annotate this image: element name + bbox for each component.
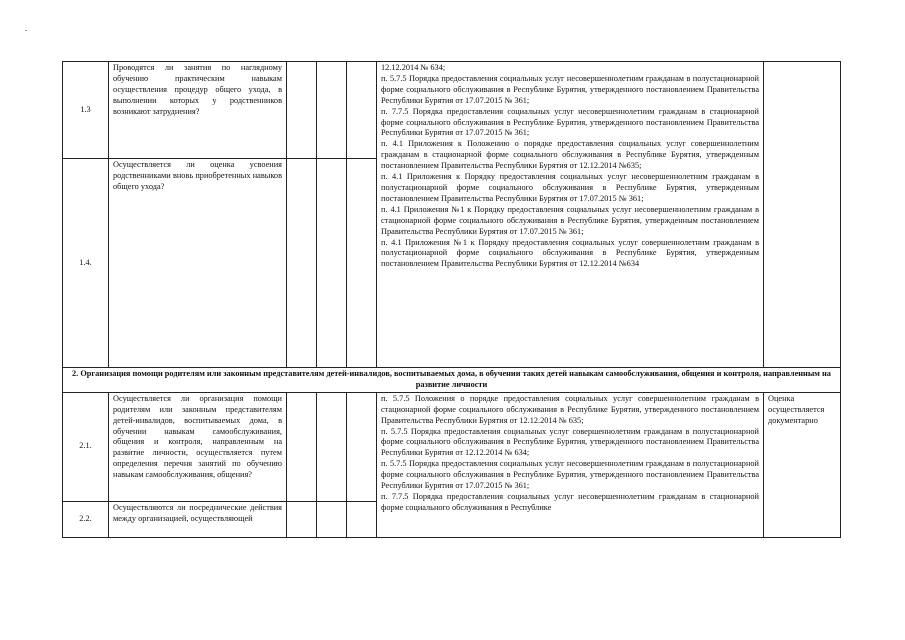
reference-text: п. 4.1 Приложения к Положению о порядке предоставления социальных услуг совершеннолетним гражданам в стационарной форме социального обслуживания в Республике Бурятия, утвержденным постановлением Правительства Республики Бурятия от 12.12.2014 №635; — [381, 139, 759, 171]
answer-no-cell — [317, 62, 347, 159]
answer-no-cell — [317, 392, 347, 501]
row-number: 1.4. — [63, 159, 109, 368]
reference-text: п. 4.1 Приложения №1 к Порядку предоставления социальных услуг несовершеннолетним гражданам в стационарной форме социального обслуживания в Республике Бурятия, утвержденным постановлением Правительства Республики Бурятия от 17.07.2015 № 361; — [381, 204, 759, 236]
answer-no-cell — [317, 159, 347, 368]
question-cell: Осуществляется ли организация помощи родителям или законным представителям детей-инвалидов, воспитываемых дома, в обучении навыкам самообслуживания, общения и контроля, направленным на развитие личности, осуществляется путем определения перечня занятий по обучению навыкам самообслуживания, общения? — [109, 392, 287, 501]
row-number: 1.3 — [63, 62, 109, 159]
question-cell: Проводятся ли занятия по наглядному обучению практическим навыкам осуществления процедур общего ухода, в выполнении которых у родственников возникают затруднения? — [109, 62, 287, 159]
reference-text: п. 4.1 Приложения №1 к Порядку предоставления социальных услуг совершеннолетним гражданам в полустационарной форме социального обслуживания в Республике Бурятия, утвержденным постановлением Правительства Республики Бурятия от 12.12.2014 №634 — [381, 237, 759, 269]
note-cell — [764, 62, 841, 368]
table-row-1-3 — [63, 62, 841, 159]
answer-yes-cell — [287, 392, 317, 501]
answer-na-cell — [347, 392, 377, 501]
table-row-2-1 — [63, 392, 841, 501]
reference-text: п. 4.1 Приложения к Порядку предоставления социальных услуг несовершеннолетним гражданам в полустационарной форме социального обслуживания в Республике Бурятия, утвержденным постановлением Правительства Республики Бурятия от 17.07.2015 № 361; — [381, 172, 759, 203]
note-cell: Оценка осуществляется документарно — [764, 392, 841, 537]
checklist-table — [62, 61, 841, 538]
reference-text: п. 5.7.5 Порядка предоставления социальных услуг несовершеннолетним гражданам в полустационарной форме социального обслуживания в Республике Бурятия, утвержденного постановлением Правительства Республики Бурятия от 17.07.2015 № 361; — [381, 459, 759, 491]
question-cell: Осуществляется ли оценка усвоения родственниками вновь приобретенных навыков общего ухода? — [109, 159, 287, 368]
section-2-title: 2. Организация помощи родителям или законным представителям детей-инвалидов, воспитываемых дома, в обучении таких детей навыкам самообслуживания, общения и контроля, направленным на развитие личности — [63, 368, 841, 393]
answer-yes-cell — [287, 62, 317, 159]
row-number: 2.2. — [63, 501, 109, 537]
answer-na-cell — [347, 62, 377, 159]
row-number: 2.1. — [63, 392, 109, 501]
scan-mark — [25, 30, 27, 31]
answer-no-cell — [317, 501, 347, 537]
section-heading-row — [63, 368, 841, 393]
reference-text: п. 7.7.5 Порядка предоставления социальных услуг несовершеннолетним гражданам в стационарной форме социального обслуживания в Республике — [381, 491, 759, 512]
reference-text: 12.12.2014 № 634; — [381, 63, 446, 72]
question-cell: Осуществляются ли посреднические действия между организацией, осуществляющей — [109, 501, 287, 537]
reference-text: п. 5.7.5 Положения о порядке предоставления социальных услуг совершеннолетним гражданам в стационарной форме социального обслуживания в Республике Бурятия, утвержденного постановлением Правительства Республики Бурятия от 12.12.2014 № 635; — [381, 393, 759, 425]
answer-na-cell — [347, 501, 377, 537]
answer-yes-cell — [287, 501, 317, 537]
legal-reference-cell — [377, 62, 764, 368]
answer-na-cell — [347, 159, 377, 368]
answer-yes-cell — [287, 159, 317, 368]
reference-text: п. 5.7.5 Порядка предоставления социальных услуг несовершеннолетним гражданам в полустационарной форме социального обслуживания в Республике Бурятия, утвержденного постановлением Правительства Республики Бурятия от 17.07.2015 № 361; — [381, 73, 759, 105]
reference-text: п. 5.7.5 Порядка предоставления социальных услуг совершеннолетним гражданам в полустационарной форме социального обслуживания в Республике Бурятия, утвержденного постановлением Правительства Республики Бурятия от 12.12.2014 № 634; — [381, 426, 759, 458]
reference-text: п. 7.7.5 Порядка предоставления социальных услуг несовершеннолетним гражданам в стационарной форме социального обслуживания в Республике Бурятия, утвержденного постановлением Правительства Республики Бурятия от 17.07.2015 № 361; — [381, 106, 759, 138]
legal-reference-cell — [377, 392, 764, 537]
